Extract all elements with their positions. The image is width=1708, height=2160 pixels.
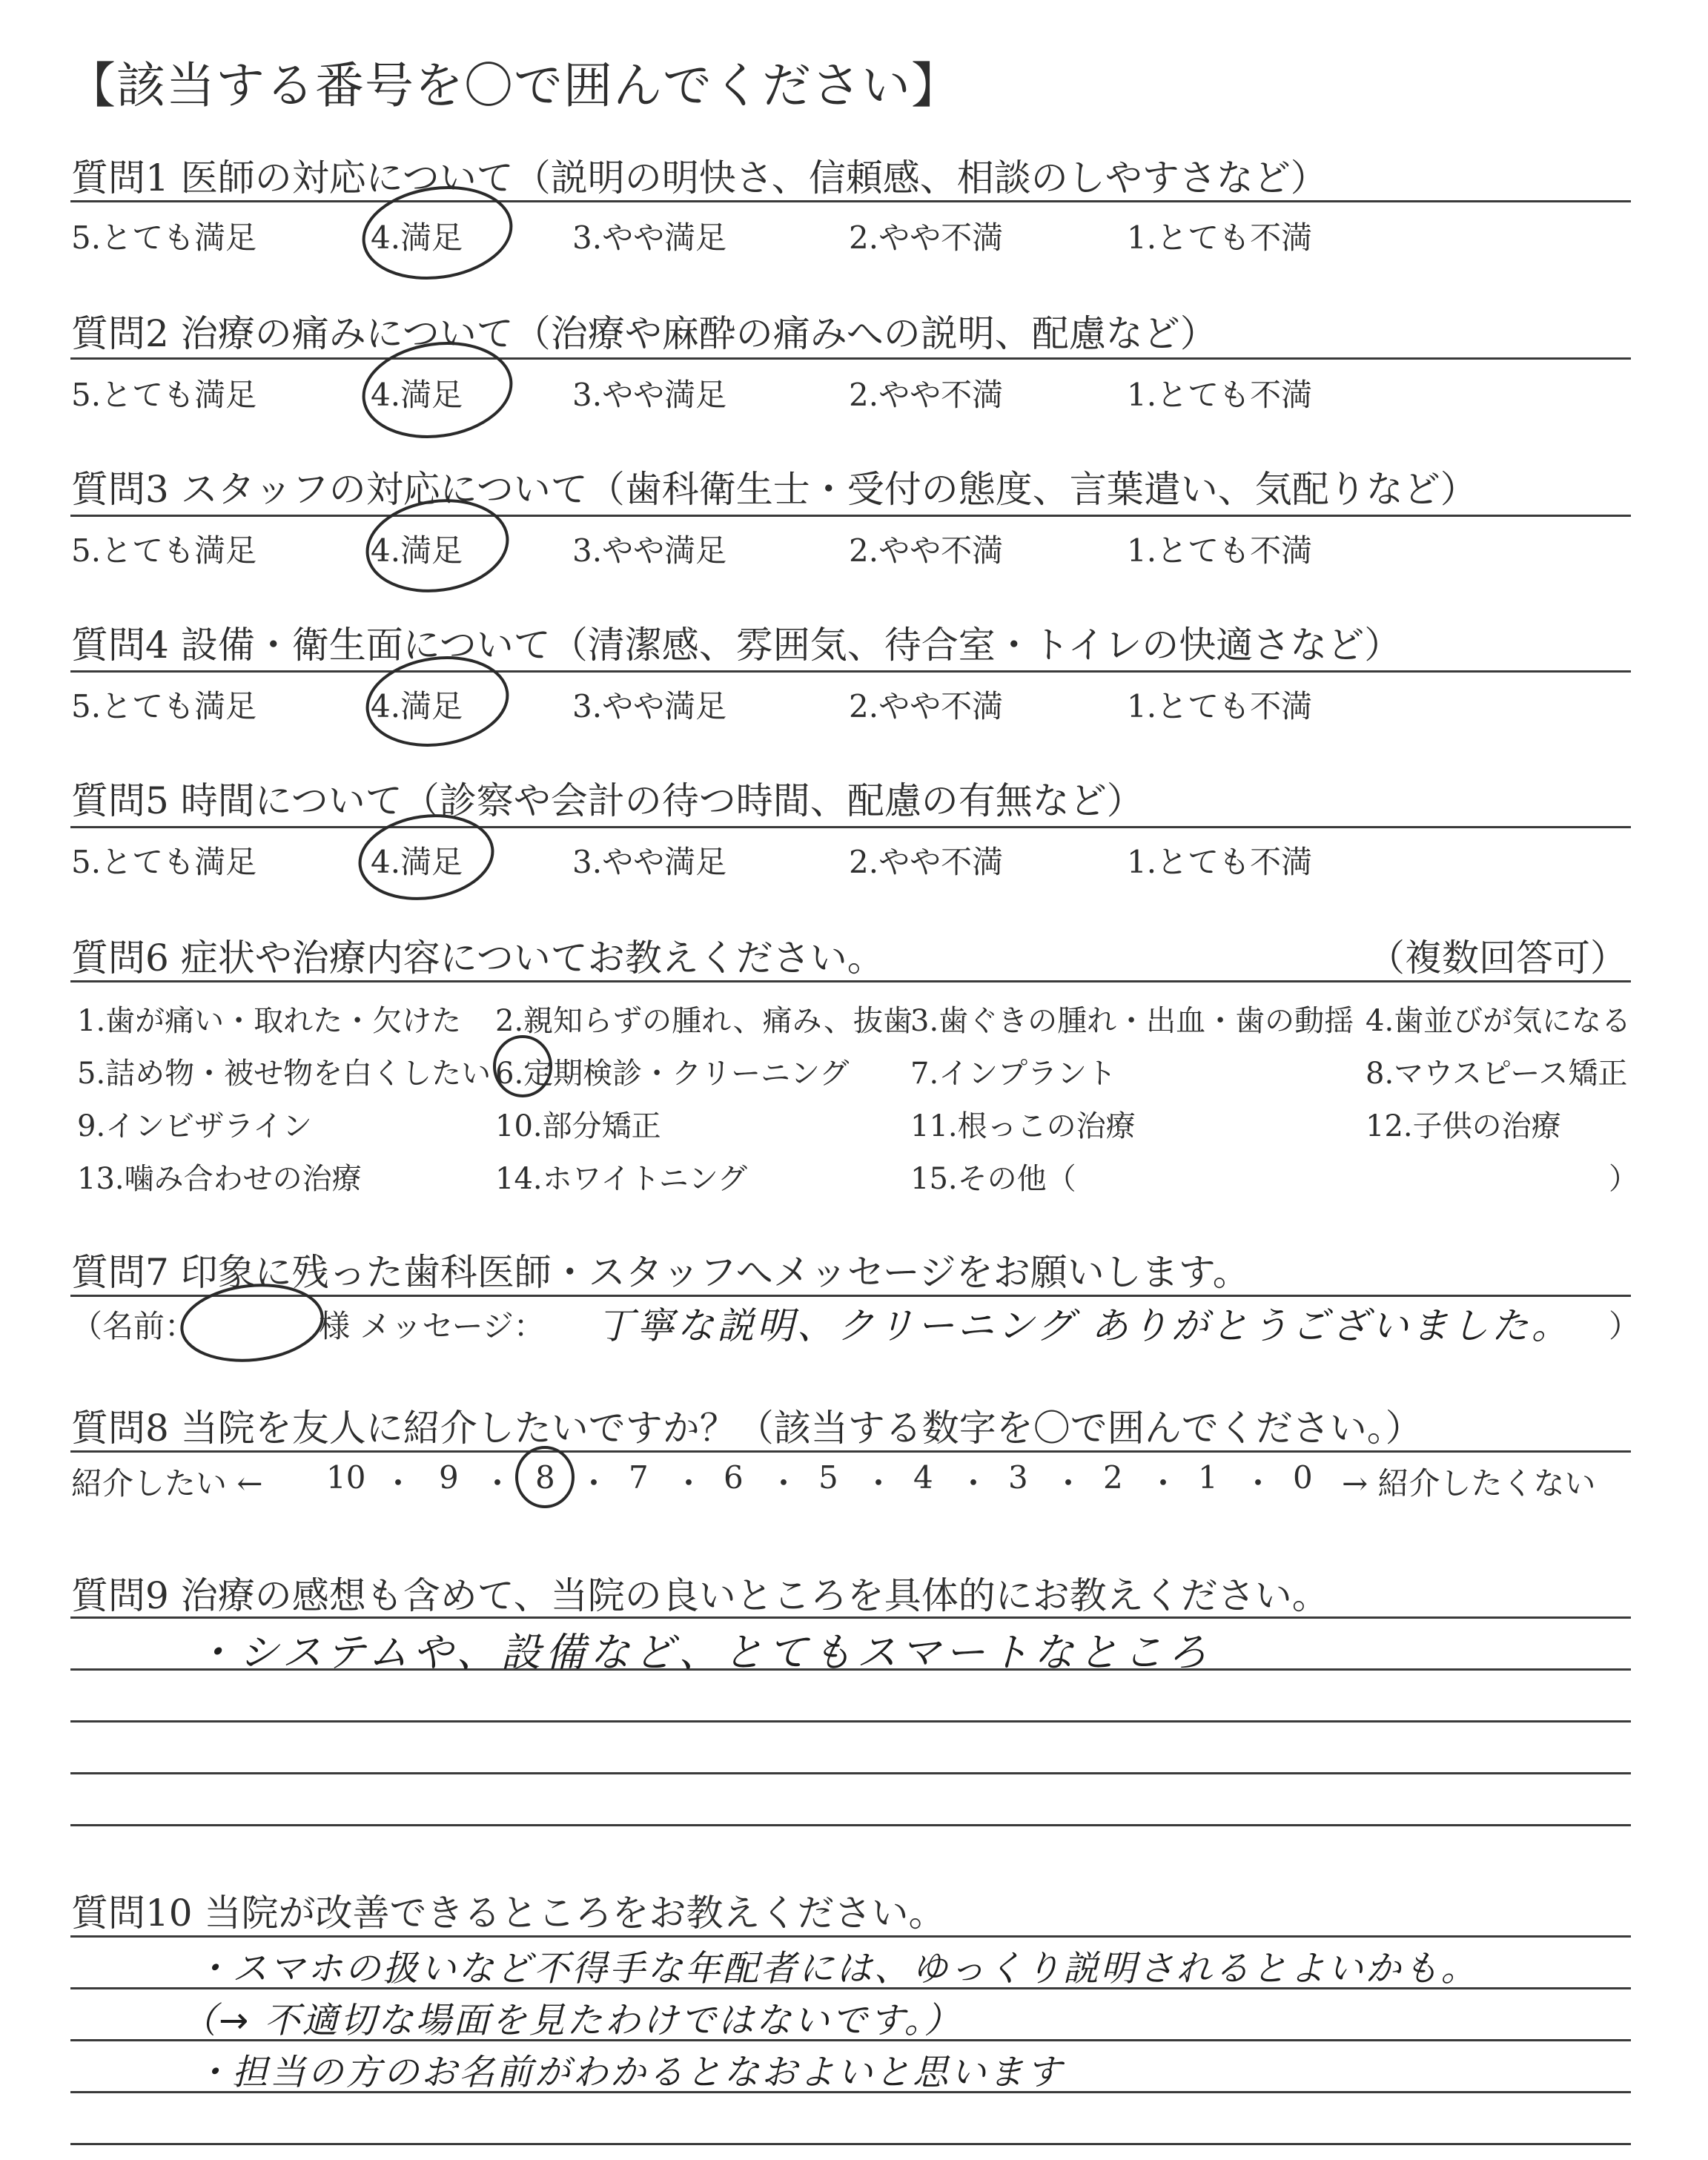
scale-right-label: → 紹介したくない — [1342, 1465, 1596, 1502]
symptom-option[interactable]: 5.詰め物・被せ物を白くしたい — [77, 1057, 491, 1091]
option-4[interactable]: 4.満足 — [371, 844, 463, 880]
answer-line — [70, 1824, 1631, 1826]
option-2[interactable]: 2.やや不満 — [849, 844, 1004, 880]
answer-handwriting[interactable]: （→ 不適切な場面を見たわけではないです。） — [181, 2000, 962, 2041]
symptom-option[interactable]: 7.インプラント — [910, 1057, 1117, 1091]
option-1[interactable]: 1.とても不満 — [1127, 688, 1313, 724]
option-2[interactable]: 2.やや不満 — [849, 532, 1004, 569]
option-5[interactable]: 5.とても満足 — [71, 377, 257, 413]
name-field[interactable] — [194, 1302, 305, 1339]
symptom-option[interactable]: 6.定期検診・クリーニング — [495, 1057, 850, 1091]
option-5[interactable]: 5.とても満足 — [71, 219, 257, 256]
symptom-option[interactable]: 12.子供の治療 — [1366, 1109, 1561, 1143]
option-3[interactable]: 3.やや満足 — [572, 688, 727, 724]
scale-dot: ・ — [578, 1465, 610, 1502]
scale-left-label: 紹介したい ← — [71, 1465, 263, 1502]
option-4[interactable]: 4.満足 — [371, 219, 463, 256]
question-title: 質問8 当院を友人に紹介したいですか？（該当する数字を〇で囲んでください。） — [71, 1407, 1423, 1450]
scale-dot: ・ — [863, 1465, 895, 1502]
scale-9[interactable]: 9 — [439, 1459, 459, 1496]
answer-handwriting[interactable]: ・担当の方のお名前がわかるとなおよいと思います — [194, 2052, 1065, 2093]
option-3[interactable]: 3.やや満足 — [572, 377, 727, 413]
name-label: （名前： — [71, 1308, 196, 1344]
scale-dot: ・ — [1148, 1465, 1179, 1502]
scale-dot: ・ — [383, 1465, 414, 1502]
symptom-option[interactable]: 2.親知らずの腫れ、痛み、抜歯 — [495, 1004, 913, 1038]
scale-dot: ・ — [1053, 1465, 1085, 1502]
option-4[interactable]: 4.満足 — [371, 532, 463, 569]
option-5[interactable]: 5.とても満足 — [71, 844, 257, 880]
option-1[interactable]: 1.とても不満 — [1127, 377, 1313, 413]
question-title: 質問6 症状や治療内容についてお教えください。 — [71, 937, 884, 980]
symptom-option[interactable]: 15.その他（ — [910, 1162, 1076, 1196]
underline — [70, 826, 1631, 828]
answer-handwriting[interactable]: ・システムや、設備など、とてもスマートなところ — [194, 1629, 1212, 1676]
question-title: 質問7 印象に残った歯科医師・スタッフへメッセージをお願いします。 — [71, 1251, 1250, 1294]
option-1[interactable]: 1.とても不満 — [1127, 219, 1313, 256]
option-4[interactable]: 4.満足 — [371, 688, 463, 724]
scale-7[interactable]: 7 — [629, 1459, 649, 1496]
option-3[interactable]: 3.やや満足 — [572, 532, 727, 569]
symptom-option[interactable]: 10.部分矯正 — [495, 1109, 661, 1143]
symptom-option[interactable]: 11.根っこの治療 — [910, 1109, 1136, 1143]
option-1[interactable]: 1.とても不満 — [1127, 532, 1313, 569]
scale-5[interactable]: 5 — [818, 1459, 838, 1496]
symptom-option[interactable]: 3.歯ぐきの腫れ・出血・歯の動揺 — [910, 1004, 1354, 1038]
underline — [70, 200, 1631, 202]
underline — [70, 357, 1631, 360]
question-title: 質問3 スタッフの対応について（歯科衛生士・受付の態度、言葉遣い、気配りなど） — [71, 468, 1477, 511]
multiple-answer-note: （複数回答可） — [1368, 937, 1627, 980]
answer-line — [70, 2143, 1631, 2145]
option-5[interactable]: 5.とても満足 — [71, 532, 257, 569]
message-handwriting[interactable]: 丁寧な説明、クリーニング ありがとうございました。 — [597, 1304, 1572, 1347]
scale-2[interactable]: 2 — [1103, 1459, 1123, 1496]
scale-1[interactable]: 1 — [1198, 1459, 1218, 1496]
question-title: 質問10 当院が改善できるところをお教えください。 — [71, 1892, 946, 1935]
question-title: 質問5 時間について（診察や会計の待つ時間、配慮の有無など） — [71, 779, 1144, 822]
answer-line — [70, 1772, 1631, 1774]
underline — [70, 1450, 1631, 1453]
symptom-option[interactable]: 13.噛み合わせの治療 — [77, 1162, 362, 1196]
scale-dot: ・ — [482, 1465, 514, 1502]
scale-0[interactable]: 0 — [1293, 1459, 1313, 1496]
answer-handwriting[interactable]: ・スマホの扱いなど不得手な年配者には、ゆっくり説明されるとよいかも。 — [194, 1948, 1479, 1989]
symptom-option[interactable]: 9.インビザライン — [77, 1109, 312, 1143]
answer-line — [70, 1720, 1631, 1723]
scale-3[interactable]: 3 — [1008, 1459, 1028, 1496]
message-label: 様 メッセージ： — [319, 1308, 545, 1344]
scale-8[interactable]: 8 — [535, 1459, 555, 1496]
scale-dot: ・ — [958, 1465, 990, 1502]
scale-4[interactable]: 4 — [913, 1459, 933, 1496]
option-3[interactable]: 3.やや満足 — [572, 219, 727, 256]
option-1[interactable]: 1.とても不満 — [1127, 844, 1313, 880]
message-close-paren: ） — [1609, 1308, 1641, 1344]
option-4[interactable]: 4.満足 — [371, 377, 463, 413]
underline — [70, 670, 1631, 673]
scale-10[interactable]: 10 — [326, 1459, 366, 1496]
scale-dot: ・ — [1242, 1465, 1274, 1502]
option-3[interactable]: 3.やや満足 — [572, 844, 727, 880]
other-close-paren: ） — [1609, 1162, 1638, 1196]
scale-dot: ・ — [768, 1465, 800, 1502]
form-header: 【該当する番号を〇で囲んでください】 — [67, 57, 961, 114]
scale-6[interactable]: 6 — [724, 1459, 744, 1496]
symptom-option[interactable]: 14.ホワイトニング — [495, 1162, 748, 1196]
option-5[interactable]: 5.とても満足 — [71, 688, 257, 724]
option-2[interactable]: 2.やや不満 — [849, 377, 1004, 413]
underline — [70, 515, 1631, 517]
question-title: 質問1 医師の対応について（説明の明快さ、信頼感、相談のしやすさなど） — [71, 156, 1328, 199]
question-title: 質問2 治療の痛みについて（治療や麻酔の痛みへの説明、配慮など） — [71, 312, 1217, 355]
symptom-option[interactable]: 8.マウスピース矯正 — [1366, 1057, 1628, 1091]
symptom-option[interactable]: 4.歯並びが気になる — [1366, 1004, 1632, 1038]
option-2[interactable]: 2.やや不満 — [849, 688, 1004, 724]
symptom-option[interactable]: 1.歯が痛い・取れた・欠けた — [77, 1004, 462, 1038]
option-2[interactable]: 2.やや不満 — [849, 219, 1004, 256]
answer-line — [70, 1616, 1631, 1619]
question-title: 質問9 治療の感想も含めて、当院の良いところを具体的にお教えください。 — [71, 1574, 1329, 1617]
underline — [70, 980, 1631, 982]
question-title: 質問4 設備・衛生面について（清潔感、雰囲気、待合室・トイレの快適さなど） — [71, 624, 1402, 667]
scale-dot: ・ — [673, 1465, 705, 1502]
answer-line — [70, 1935, 1631, 1938]
